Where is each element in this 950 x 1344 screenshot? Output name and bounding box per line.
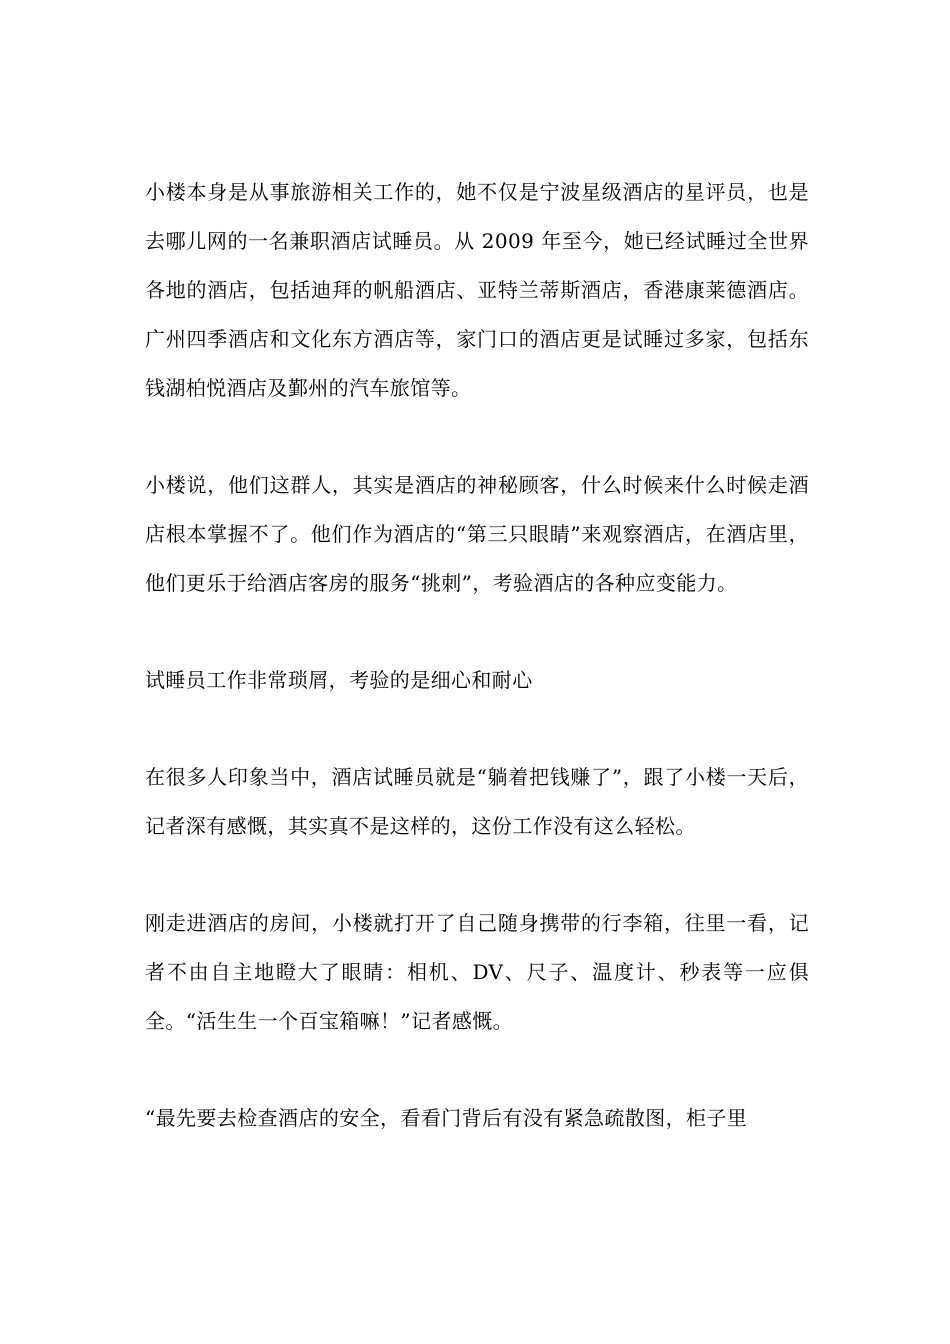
paragraph-3: 在很多人印象当中，酒店试睡员就是“躺着把钱赚了”，跟了小楼一天后，记者深有感慨，其实真不是这样的，这份工作没有这么轻松。 — [145, 765, 809, 838]
paragraph-5: “最先要去检查酒店的安全，看看门背后有没有紧急疏散图，柜子里 — [145, 1106, 748, 1130]
paragraph-gap — [145, 413, 809, 461]
section-heading: 试睡员工作非常琐屑，考验的是细心和耐心 — [145, 668, 533, 692]
paragraph-2: 小楼说，他们这群人，其实是酒店的神秘顾客，什么时候来什么时候走酒店根本掌握不了。他们作为酒店的“第三只眼睛”来观察酒店，在酒店里，他们更乐于给酒店客房的服务“挑刺”，考验酒店的各种应变能力。 — [145, 473, 809, 595]
paragraph-gap — [145, 851, 809, 899]
paragraph-4: 刚走进酒店的房间，小楼就打开了自己随身携带的行李箱，往里一看，记者不由自主地瞪大了眼睛：相机、DV、尺子、温度计、秒表等一应俱全。“活生生一个百宝箱嘛！”记者感慨。 — [145, 911, 809, 1033]
document-body — [145, 168, 809, 1143]
paragraph-1: 小楼本身是从事旅游相关工作的，她不仅是宁波星级酒店的星评员，也是去哪儿网的一名兼职酒店试睡员。从 2009 年至今，她已经试睡过全世界各地的酒店，包括迪拜的帆船酒店、亚特兰蒂斯酒店，香港康莱德酒店。广州四季酒店和文化东方酒店等，家门口的酒店更是试睡过多家，包括东钱湖柏悦酒店及鄞州的汽车旅馆等。 — [145, 180, 809, 400]
paragraph-gap — [145, 705, 809, 753]
paragraph-gap — [145, 1046, 809, 1094]
paragraph-gap — [145, 608, 809, 656]
